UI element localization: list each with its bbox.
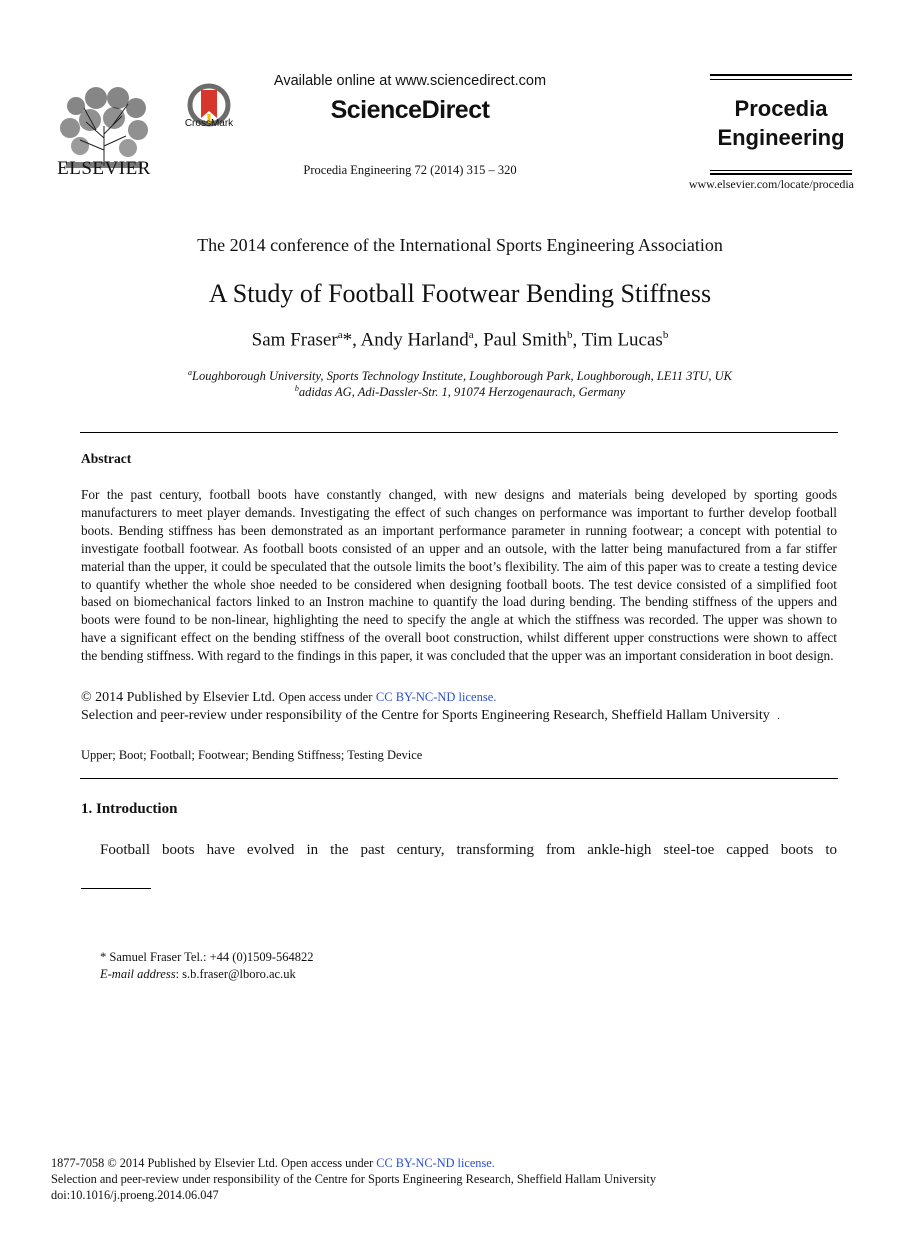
affiliation-a: $^a$Loughborough University, Sports Technology Institute, Loughborough Park, Loughborough, LE11 3TU, UK (188, 368, 732, 384)
paper-title: A Study of Football Footwear Bending Stiffness (208, 279, 712, 308)
author-name: Andy Harland (360, 329, 469, 351)
author-affiliation-marker: a (337, 329, 343, 341)
abstract-heading: Abstract (81, 451, 132, 466)
corresponding-author-footnote: * Samuel Fraser Tel.: +44 (0)1509-564822 (100, 950, 314, 964)
email-label: E-mail address (100, 967, 176, 981)
peer-review-trail: . (777, 711, 780, 722)
journal-citation: Procedia Engineering 72 (2014) 315 – 320 (303, 163, 517, 177)
author-name: Sam Fraser (251, 329, 338, 351)
footer-issn (51, 1156, 871, 1171)
publisher-name: ELSEVIER (57, 158, 151, 179)
journal-title-line2: Engineering (717, 125, 845, 150)
license-link[interactable]: CC BY-NC-ND license. (375, 690, 497, 704)
journal-url[interactable]: www.elsevier.com/locate/procedia (688, 177, 854, 191)
footer-license-link[interactable]: CC BY-NC-ND license. (376, 1156, 495, 1170)
abstract-copyright (81, 690, 837, 706)
author-list: Sam Fraser$^a$*, Andy Harland$^a$, Paul Smith$^b$, Tim Lucas$^b$ (251, 329, 669, 351)
author-affiliation-marker: a (468, 329, 474, 341)
author-affiliation-marker: b (662, 329, 669, 341)
author-affiliation-marker: b (567, 329, 573, 341)
section-heading-introduction: 1. Introduction (81, 801, 178, 817)
journal-box-rule (710, 74, 852, 76)
abstract-bottom-rule (80, 778, 838, 779)
footnote-rule (81, 888, 151, 889)
email-value[interactable]: : s.b.fraser@lboro.ac.uk (175, 967, 296, 981)
journal-box-rule (710, 173, 852, 175)
footer-peer-review: Selection and peer-review under responsibility of the Centre for Sports Engineering Research, Sheffield Hallam University (51, 1172, 656, 1186)
copyright-text: © 2014 Published by Elsevier Ltd. (81, 690, 276, 705)
introduction-first-line: Football boots have evolved in the past century, transforming from ankle-high steel-toe capped boots to (100, 842, 837, 858)
peer-review-statement (81, 708, 837, 724)
footer-issn-text: 1877-7058 © 2014 Published by Elsevier Ltd. Open access under (51, 1156, 374, 1170)
crossmark-label: CrossMark (184, 118, 234, 129)
email-footnote (100, 967, 296, 982)
sciencedirect-wordmark: ScienceDirect (330, 96, 490, 124)
affiliation-b: $^b$adidas AG, Adi-Dassler-Str. 1, 91074 Herzogenaurach, Germany (294, 384, 626, 400)
abstract-top-rule (80, 432, 838, 433)
open-access-text: Open access under (278, 690, 373, 704)
conference-name: The 2014 conference of the International Sports Engineering Association (197, 235, 723, 255)
footer-doi[interactable]: doi:10.1016/j.proeng.2014.06.047 (51, 1188, 219, 1202)
keywords: Upper; Boot; Football; Footwear; Bending Stiffness; Testing Device (81, 748, 423, 762)
journal-title (710, 94, 852, 152)
corresponding-author-marker: * (342, 329, 353, 351)
peer-review-text: Selection and peer-review under responsibility of the Centre for Sports Engineering Research, Sheffield Hallam University (81, 708, 770, 723)
journal-title-line1: Procedia (734, 96, 828, 121)
author-name: Tim Lucas (581, 329, 663, 351)
journal-box-rule (710, 170, 852, 171)
journal-box-rule (710, 79, 852, 80)
available-online-text: Available online at www.sciencedirect.com (273, 73, 547, 89)
author-name: Paul Smith (483, 329, 568, 351)
abstract-body: For the past century, football boots have constantly changed, with new designs and materials being developed by sporting goods manufacturers to meet player demands. Investigating the effect of such changes on performance was important to further develop football boots. Bending stiffness has been demonstrated as an important performance parameter in running footwear; a concept with potential to investigate football footwear. As football boots consisted of an upper and an outsole, with the latter being manufactured from a far stiffer material than the upper, it could be speculated that the outsole limits the boot’s flexibility. The aim of this paper was to create a testing device to quantify whether the whole shoe needed to be considered when designing football boots. The test device consisted of a simplified foot based on biomechanical factors linked to an Instron machine to quantify the load during bending. The bending stiffness of the uppers and boots were found to be non-linear, highlighting the need to specify the angle at which the stiffness was recorded. The upper was shown to have a significant effect on the bending stiffness of the overall boot construction, whilst different upper constructions were shown to affect the bending stiffness. With regard to the findings in this paper, it was concluded that the upper was an important consideration in boot design. (81, 487, 837, 664)
